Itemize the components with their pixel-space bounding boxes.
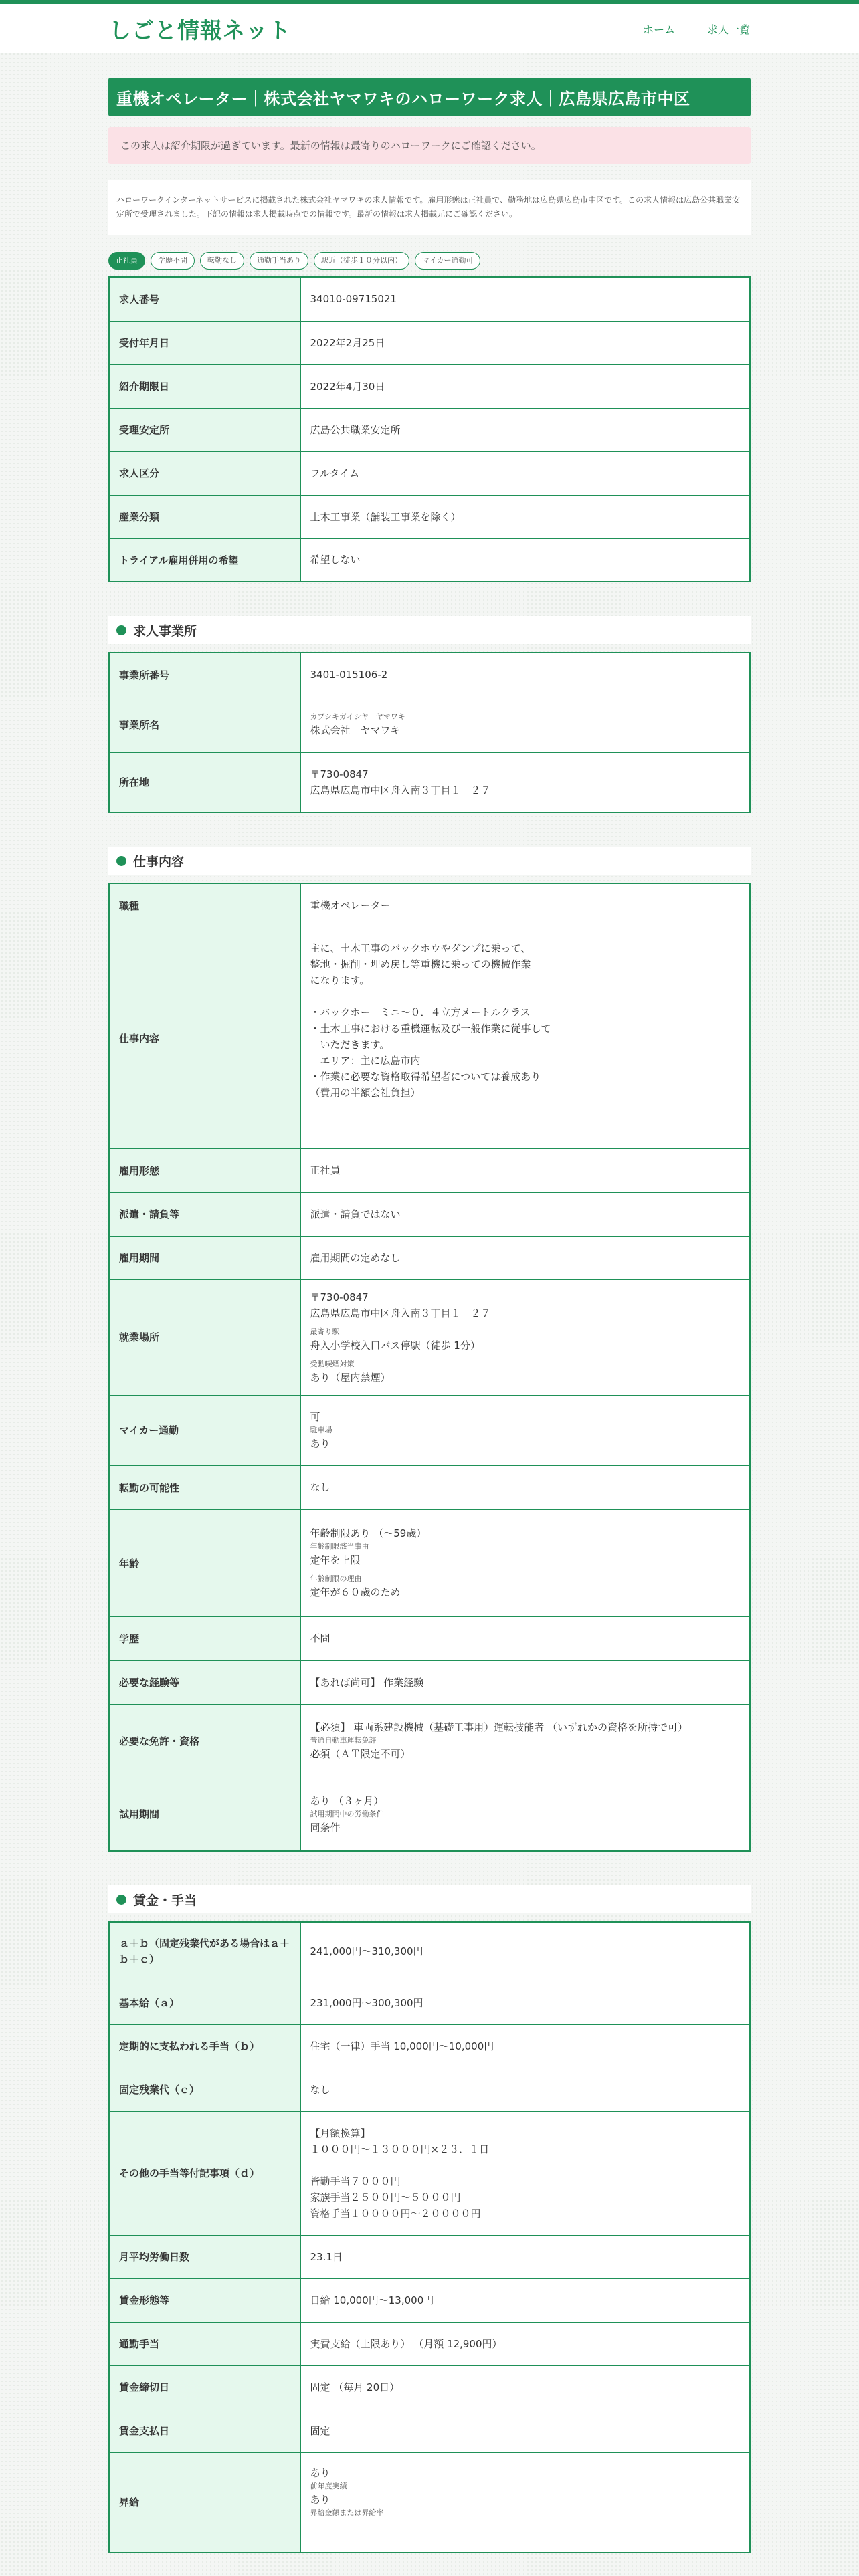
row-label: 昇給 [109,2452,300,2553]
row-label: 産業分類 [109,495,300,538]
row-value: 希望しない [300,538,750,582]
table-row [109,538,750,582]
license-sub: 必須（ＡＴ限定不可） [310,1748,411,1760]
row-value: フルタイム [300,451,750,495]
employment-period: 雇用期間の定めなし [300,1236,750,1279]
tag-near-station: 駅近（徒歩１０分以内） [314,252,409,270]
row-label: 求人番号 [109,277,300,321]
table-row [109,2409,750,2452]
main-container [108,53,751,2553]
office-name-kana: カブシキガイシヤ ヤマワキ [310,712,405,721]
table-row [109,1236,750,1279]
age-why-label: 年齢制限の理由 [310,1574,362,1583]
table-row [109,495,750,538]
table-row [109,653,750,697]
office-name-cell [300,697,750,752]
raise-sub: あり [310,2493,330,2506]
license-required: 【必須】 車両系建設機械（基礎工事用）運転技能者 （いずれかの資格を所持で可） [310,1721,688,1733]
trial-cell [300,1778,750,1851]
license-cell [300,1704,750,1778]
row-label: 職種 [109,883,300,928]
row-label: 派遣・請負等 [109,1192,300,1236]
wage-table [108,1921,751,2553]
row-label: 賃金形態等 [109,2278,300,2322]
expired-alert: この求人は紹介期限が過ぎています。最新の情報は最寄りのハローワークにご確認ください。 [108,127,751,164]
section-title: 求人事業所 [133,623,197,639]
parking-label: 駐車場 [310,1425,332,1434]
table-row [109,697,750,752]
employment-type: 正社員 [300,1148,750,1192]
table-row [109,321,750,364]
table-row [109,451,750,495]
row-label: 紹介期限日 [109,364,300,408]
car-commute-cell [300,1395,750,1465]
table-row [109,2322,750,2365]
table-row [109,2278,750,2322]
row-label: 事業所名 [109,697,300,752]
raise-amount-label: 昇給金額または昇給率 [310,2508,384,2517]
office-address: 広島県広島市中区舟入南３丁目１－２７ [310,784,491,796]
row-label: 雇用期間 [109,1236,300,1279]
table-row [109,2111,750,2235]
table-row [109,752,750,813]
table-row [109,928,750,1148]
raise-cell [300,2452,750,2553]
age-limit: 年齢制限あり （～59歳） [310,1527,427,1539]
row-label: その他の手当等付記事項（ｄ） [109,2111,300,2235]
row-label: 通勤手当 [109,2322,300,2365]
office-name: 株式会社 ヤマワキ [310,724,401,736]
row-label: 賃金支払日 [109,2409,300,2452]
table-row [109,2365,750,2409]
trial-sub: 同条件 [310,1821,341,1834]
row-label: トライアル雇用併用の希望 [109,538,300,582]
row-value: 広島公共職業安定所 [300,408,750,451]
job-table [108,883,751,1852]
row-value: 241,000円〜310,300円 [300,1922,750,1981]
table-row [109,408,750,451]
row-value: 実費支給（上限あり） （月額 12,900円） [300,2322,750,2365]
station-label: 最寄り駅 [310,1327,340,1336]
row-label: 転勤の可能性 [109,1465,300,1509]
row-label: 月平均労働日数 [109,2235,300,2278]
page-title: 重機オペレーター｜株式会社ヤマワキのハローワーク求人｜広島県広島市中区 [108,78,751,116]
section-title: 仕事内容 [133,854,185,869]
table-row [109,1778,750,1851]
tag-commute-allowance: 通勤手当あり [250,252,308,270]
row-value: 231,000円〜300,300円 [300,1981,750,2024]
table-row [109,1192,750,1236]
row-label: 賃金締切日 [109,2365,300,2409]
row-label: ａ＋ｂ（固定残業代がある場合はａ＋ｂ＋ｃ） [109,1922,300,1981]
tag-car-commute: マイカー通勤可 [415,252,480,270]
table-row [109,277,750,321]
workplace-postal: 〒730-0847 [310,1291,369,1303]
site-logo[interactable]: しごと情報ネット [109,17,291,43]
table-row [109,883,750,928]
table-row [109,1981,750,2024]
raise-sub-label: 前年度実績 [310,2481,347,2490]
table-row [109,1660,750,1704]
site-header [0,4,859,53]
row-label: 求人区分 [109,451,300,495]
tag-employment-type: 正社員 [108,252,145,270]
office-section-heading [108,616,751,644]
row-value: 固定 [300,2409,750,2452]
transfer: なし [300,1465,750,1509]
row-label: 就業場所 [109,1279,300,1395]
age-reason-label: 年齢制限該当事由 [310,1542,369,1551]
wage-section-heading [108,1885,751,1913]
car-commute: 可 [310,1410,320,1423]
row-label: 試用期間 [109,1778,300,1851]
row-value: 土木工事業（舗装工事業を除く） [300,495,750,538]
trial-sub-label: 試用期間中の労働条件 [310,1809,384,1818]
section-title: 賃金・手当 [133,1893,197,1908]
row-label: 受付年月日 [109,321,300,364]
notice-text: ハローワークインターネットサービスに掲載された株式会社ヤマワキの求人情報です。雇用形態は正社員で、勤務地は広島県広島市中区です。この求人情報は広島公共職業安定所で受理されました。下記の情報は求人掲載時点での情報です。最新の情報は求人掲載元にご確認ください。 [108,180,751,235]
dispatch: 派遣・請負ではない [300,1192,750,1236]
job-section-heading [108,847,751,875]
smoking-policy: あり（屋内禁煙） [310,1371,391,1384]
age-reason: 定年を上限 [310,1554,361,1566]
row-label: マイカー通勤 [109,1395,300,1465]
table-row [109,1616,750,1660]
table-row [109,2452,750,2553]
license-sub-label: 普通自動車運転免許 [310,1736,377,1745]
table-row [109,1465,750,1509]
office-number: 3401-015106-2 [300,653,750,697]
tag-transfer: 転勤なし [200,252,244,270]
experience: 【あれば尚可】 作業経験 [300,1660,750,1704]
table-row [109,364,750,408]
age-cell [300,1509,750,1616]
trial-period: あり （３ヶ月） [310,1794,384,1807]
nav-home-link[interactable]: ホーム [642,23,675,36]
age-why: 定年が６０歳のため [310,1586,401,1598]
table-row [109,1395,750,1465]
main-nav [643,21,750,37]
table-row [109,1704,750,1778]
office-postal: 〒730-0847 [310,768,369,780]
workplace-cell [300,1279,750,1395]
smoking-label: 受動喫煙対策 [310,1359,355,1368]
table-row [109,2235,750,2278]
occupation: 重機オペレーター [300,883,750,928]
row-label: 基本給（ａ） [109,1981,300,2024]
table-row [109,1148,750,1192]
table-row [109,2068,750,2111]
row-label: 仕事内容 [109,928,300,1148]
row-label: 固定残業代（ｃ） [109,2068,300,2111]
nav-job-list-link[interactable]: 求人一覧 [706,23,750,36]
parking: あり [310,1437,330,1450]
raise: あり [310,2466,330,2479]
office-table [108,652,751,813]
row-value: 2022年2月25日 [300,321,750,364]
workplace-address: 広島県広島市中区舟入南３丁目１－２７ [310,1307,491,1319]
row-label: 定期的に支払われる手当（ｂ） [109,2024,300,2068]
other-allowances: 【月額換算】 １０００円～１３０００円×２３．１日 皆勤手当７０００円 家族手当２５００円～５０００円 資格手当１００００円～２００００円 [300,2111,750,2235]
row-value: 34010-09715021 [300,277,750,321]
row-label: 所在地 [109,752,300,813]
row-label: 必要な免許・資格 [109,1704,300,1778]
row-label: 年齢 [109,1509,300,1616]
row-value: 23.1日 [300,2235,750,2278]
bullet-icon [116,856,126,866]
bullet-icon [116,625,126,635]
job-description: 主に、土木工事のバックホウやダンプに乗って、 整地・掘削・埋め戻し等重機に乗っての機械作業 になります。 ・バックホー ミニ～０．４立方メートルクラス ・土木工事における重機運転及び一般作業に従事して いただきます。 エリア：主に広島市内 ・作業に必要な資格取得希望者については養成あり （費用の半額会社負担） [300,928,750,1148]
table-row [109,1509,750,1616]
table-row [109,1279,750,1395]
feature-tags [108,252,751,270]
row-value: 住宅（一律）手当 10,000円〜10,000円 [300,2024,750,2068]
table-row [109,2024,750,2068]
row-label: 事業所番号 [109,653,300,697]
office-address-cell [300,752,750,813]
row-label: 必要な経験等 [109,1660,300,1704]
row-label: 雇用形態 [109,1148,300,1192]
row-label: 受理安定所 [109,408,300,451]
row-value: 固定 （毎月 20日） [300,2365,750,2409]
row-value: なし [300,2068,750,2111]
bullet-icon [116,1895,126,1905]
nearest-station: 舟入小学校入口バス停駅（徒歩 1分） [310,1339,480,1352]
tag-education: 学歴不問 [151,252,195,270]
row-value: 日給 10,000円〜13,000円 [300,2278,750,2322]
education: 不問 [300,1616,750,1660]
basic-info-table [108,276,751,582]
row-value: 2022年4月30日 [300,364,750,408]
table-row [109,1922,750,1981]
row-label: 学歴 [109,1616,300,1660]
